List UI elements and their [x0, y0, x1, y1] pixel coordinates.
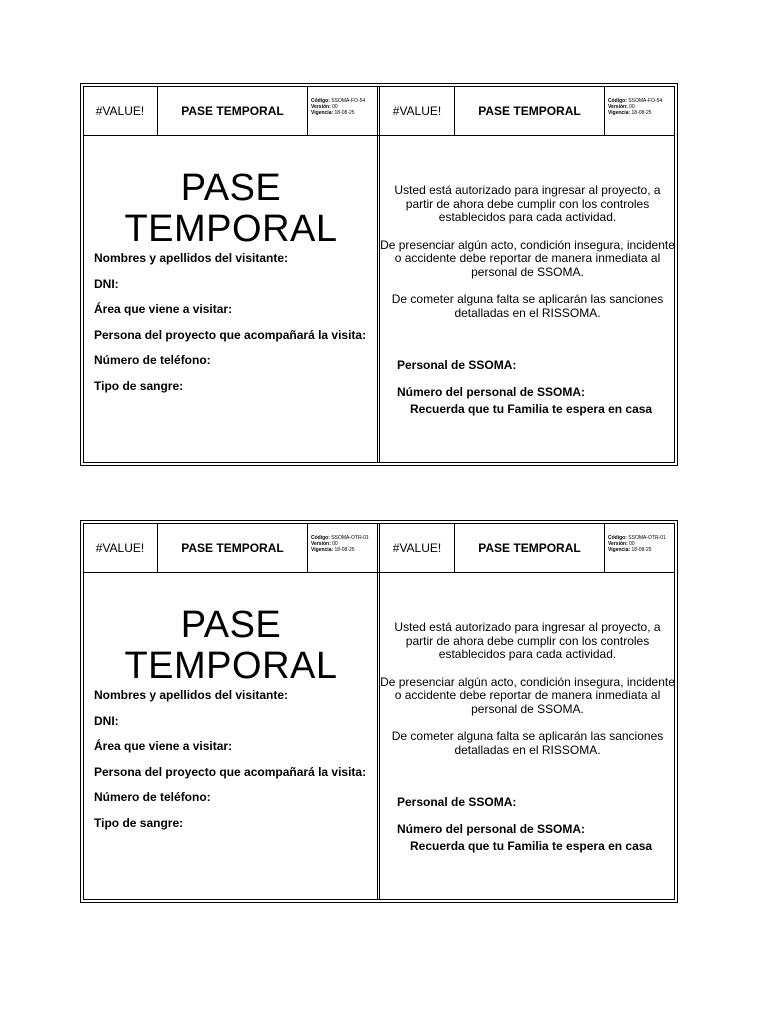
title-line-2: TEMPORAL [124, 645, 338, 687]
card-header [380, 523, 675, 573]
card-header [83, 523, 379, 573]
card-header [380, 86, 675, 136]
instruction-paragraph: Usted está autorizado para ingresar al proyecto, a partir de ahora debe cumplir con los controles establecidos para cada actividad. [394, 620, 661, 661]
version-label: Versión: [311, 541, 331, 547]
pass-big-title [83, 605, 379, 687]
field-dni: DNI: [94, 713, 119, 728]
pass-back-card [380, 523, 675, 900]
pass-sheet [80, 520, 678, 903]
instructions [380, 184, 675, 334]
codigo-label: Código: [608, 98, 627, 104]
vigencia-value: 18-08-25 [334, 110, 355, 116]
document-meta [308, 523, 379, 572]
numero-ssoma-label: Número del personal de SSOMA: [397, 822, 586, 836]
codigo-label: Código: [608, 535, 627, 541]
instructions [380, 621, 675, 771]
codigo-value: SSOMA-OTR-01 [628, 535, 666, 541]
family-slogan: Recuerda que tu Familia te espera en casa [410, 402, 653, 416]
instruction-paragraph: Usted está autorizado para ingresar al proyecto, a partir de ahora debe cumplir con los controles establecidos para cada actividad. [394, 183, 661, 224]
field-phone: Número de teléfono: [94, 353, 211, 367]
pass-back-card [380, 86, 675, 463]
vigencia-value: 18-08-25 [334, 547, 355, 553]
value-cell: #VALUE! [83, 86, 158, 135]
field-visitor-name: Nombres y apellidos del visitante: [94, 251, 289, 265]
ssoma-contact [397, 795, 585, 836]
title-line-1: PASE [180, 604, 282, 646]
pass-front-card [83, 86, 380, 463]
field-blood-type: Tipo de sangre: [94, 815, 184, 830]
title-line-2: TEMPORAL [124, 208, 338, 250]
value-cell: #VALUE! [380, 523, 455, 572]
family-slogan: Recuerda que tu Familia te espera en casa [410, 839, 653, 853]
personal-ssoma-label: Personal de SSOMA: [397, 358, 517, 372]
codigo-value: SSOMA-OTR-01 [331, 535, 369, 541]
document-meta [605, 86, 675, 135]
document-meta [308, 86, 379, 135]
header-title: PASE TEMPORAL [455, 523, 605, 572]
field-escort: Persona del proyecto que acompañará la visita: [94, 327, 367, 342]
header-title: PASE TEMPORAL [158, 523, 308, 572]
pass-sheet [80, 83, 678, 466]
pass-front-card [83, 523, 380, 900]
version-label: Versión: [608, 541, 628, 547]
vigencia-label: Vigencia: [311, 110, 334, 116]
vigencia-value: 18-08-25 [631, 547, 652, 553]
field-dni: DNI: [94, 276, 119, 291]
header-title: PASE TEMPORAL [455, 86, 605, 135]
version-value: 00 [332, 104, 338, 110]
version-value: 00 [629, 541, 635, 547]
vigencia-label: Vigencia: [608, 110, 631, 116]
version-label: Versión: [311, 104, 331, 110]
codigo-label: Código: [311, 535, 330, 541]
instruction-paragraph: De presenciar algún acto, condición insegura, incidente o accidente debe reportar de manera inmediata al personal de SSOMA. [380, 674, 675, 716]
codigo-value: SSOMA-FO-54 [331, 98, 366, 104]
pass-big-title [83, 168, 379, 250]
field-area: Área que viene a visitar: [94, 739, 233, 753]
vigencia-label: Vigencia: [311, 547, 334, 553]
value-cell: #VALUE! [83, 523, 158, 572]
instruction-paragraph: De presenciar algún acto, condición insegura, incidente o accidente debe reportar de manera inmediata al personal de SSOMA. [380, 237, 675, 279]
version-value: 00 [629, 104, 635, 110]
visitor-fields [94, 688, 366, 841]
version-label: Versión: [608, 104, 628, 110]
title-line-1: PASE [180, 167, 282, 209]
codigo-label: Código: [311, 98, 330, 104]
field-phone: Número de teléfono: [94, 790, 211, 804]
instruction-paragraph: De cometer alguna falta se aplicarán las sanciones detalladas en el RISSOMA. [391, 729, 664, 757]
visitor-fields [94, 251, 366, 404]
field-visitor-name: Nombres y apellidos del visitante: [94, 688, 289, 702]
instruction-paragraph: De cometer alguna falta se aplicarán las sanciones detalladas en el RISSOMA. [391, 292, 664, 320]
vigencia-value: 18-08-25 [631, 110, 652, 116]
header-title: PASE TEMPORAL [158, 86, 308, 135]
card-header [83, 86, 379, 136]
field-area: Área que viene a visitar: [94, 302, 233, 316]
vigencia-label: Vigencia: [608, 547, 631, 553]
ssoma-contact [397, 358, 585, 399]
document-meta [605, 523, 675, 572]
codigo-value: SSOMA-FO-54 [628, 98, 663, 104]
version-value: 00 [332, 541, 338, 547]
value-cell: #VALUE! [380, 86, 455, 135]
field-blood-type: Tipo de sangre: [94, 378, 184, 393]
personal-ssoma-label: Personal de SSOMA: [397, 795, 517, 809]
numero-ssoma-label: Número del personal de SSOMA: [397, 385, 586, 399]
field-escort: Persona del proyecto que acompañará la visita: [94, 764, 367, 779]
